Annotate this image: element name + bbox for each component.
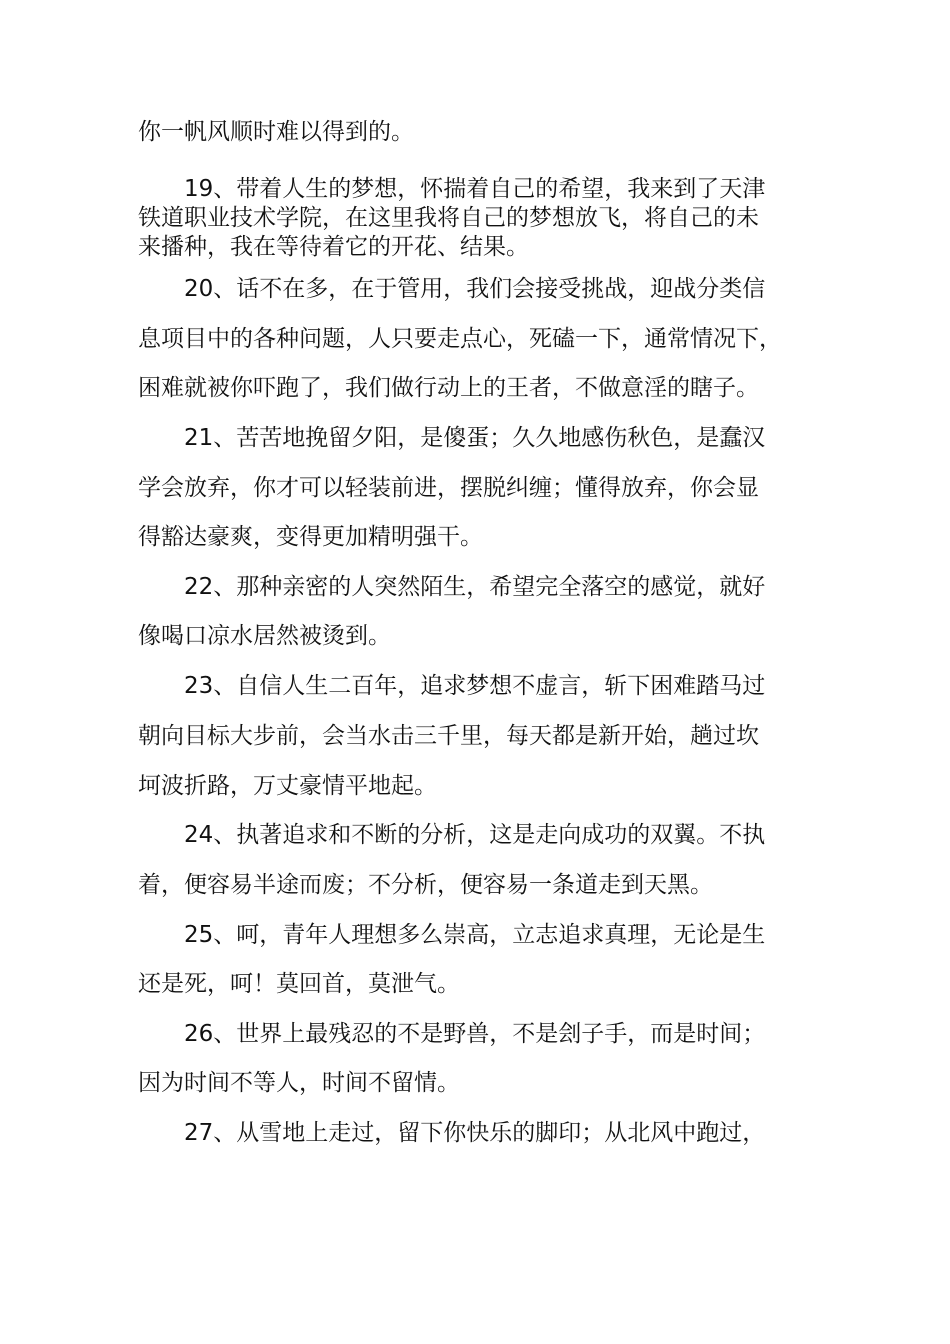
text-line: 着，便容易半途而废；不分析，便容易一条道走到天黑。 xyxy=(138,872,713,898)
text-line: 得豁达豪爽，变得更加精明强干。 xyxy=(138,524,483,550)
text-line: 还是死，呵！莫回首，莫泄气。 xyxy=(138,971,460,997)
text-line: 来播种，我在等待着它的开花、结果。 xyxy=(138,234,529,260)
text-line: 困难就被你吓跑了，我们做行动上的王者，不做意淫的瞎子。 xyxy=(138,375,759,401)
text-line: 坷波折路，万丈豪情平地起。 xyxy=(138,773,437,799)
text-line: 像喝口凉水居然被烫到。 xyxy=(138,623,391,649)
text-line: 息项目中的各种问题，人只要走点心，死磕一下，通常情况下， xyxy=(138,326,782,352)
text-line: 26、世界上最残忍的不是野兽，不是刽子手，而是时间； xyxy=(184,1021,766,1047)
text-line: 27、从雪地上走过，留下你快乐的脚印；从北风中跑过， xyxy=(184,1120,766,1146)
text-line: 22、那种亲密的人突然陌生，希望完全落空的感觉，就好 xyxy=(184,574,766,600)
text-line: 因为时间不等人，时间不留情。 xyxy=(138,1070,460,1096)
text-line: 23、自信人生二百年，追求梦想不虚言，斩下困难踏马过 xyxy=(184,673,766,699)
text-line: 24、执著追求和不断的分析，这是走向成功的双翼。不执 xyxy=(184,822,766,848)
text-line: 21、苦苦地挽留夕阳，是傻蛋；久久地感伤秋色，是蠢汉 xyxy=(184,425,766,451)
text-line: 25、呵，青年人理想多么崇高，立志追求真理，无论是生 xyxy=(184,922,766,948)
text-line: 铁道职业技术学院，在这里我将自己的梦想放飞，将自己的未 xyxy=(138,205,759,231)
text-line: 19、带着人生的梦想，怀揣着自己的希望，我来到了天津 xyxy=(184,176,766,202)
text-line: 你一帆风顺时难以得到的。 xyxy=(138,119,414,145)
text-line: 20、话不在多，在于管用，我们会接受挑战，迎战分类信 xyxy=(184,276,766,302)
text-line: 学会放弃，你才可以轻装前进，摆脱纠缠；懂得放弃，你会显 xyxy=(138,475,759,501)
text-line: 朝向目标大步前，会当水击三千里，每天都是新开始，趟过坎 xyxy=(138,723,759,749)
